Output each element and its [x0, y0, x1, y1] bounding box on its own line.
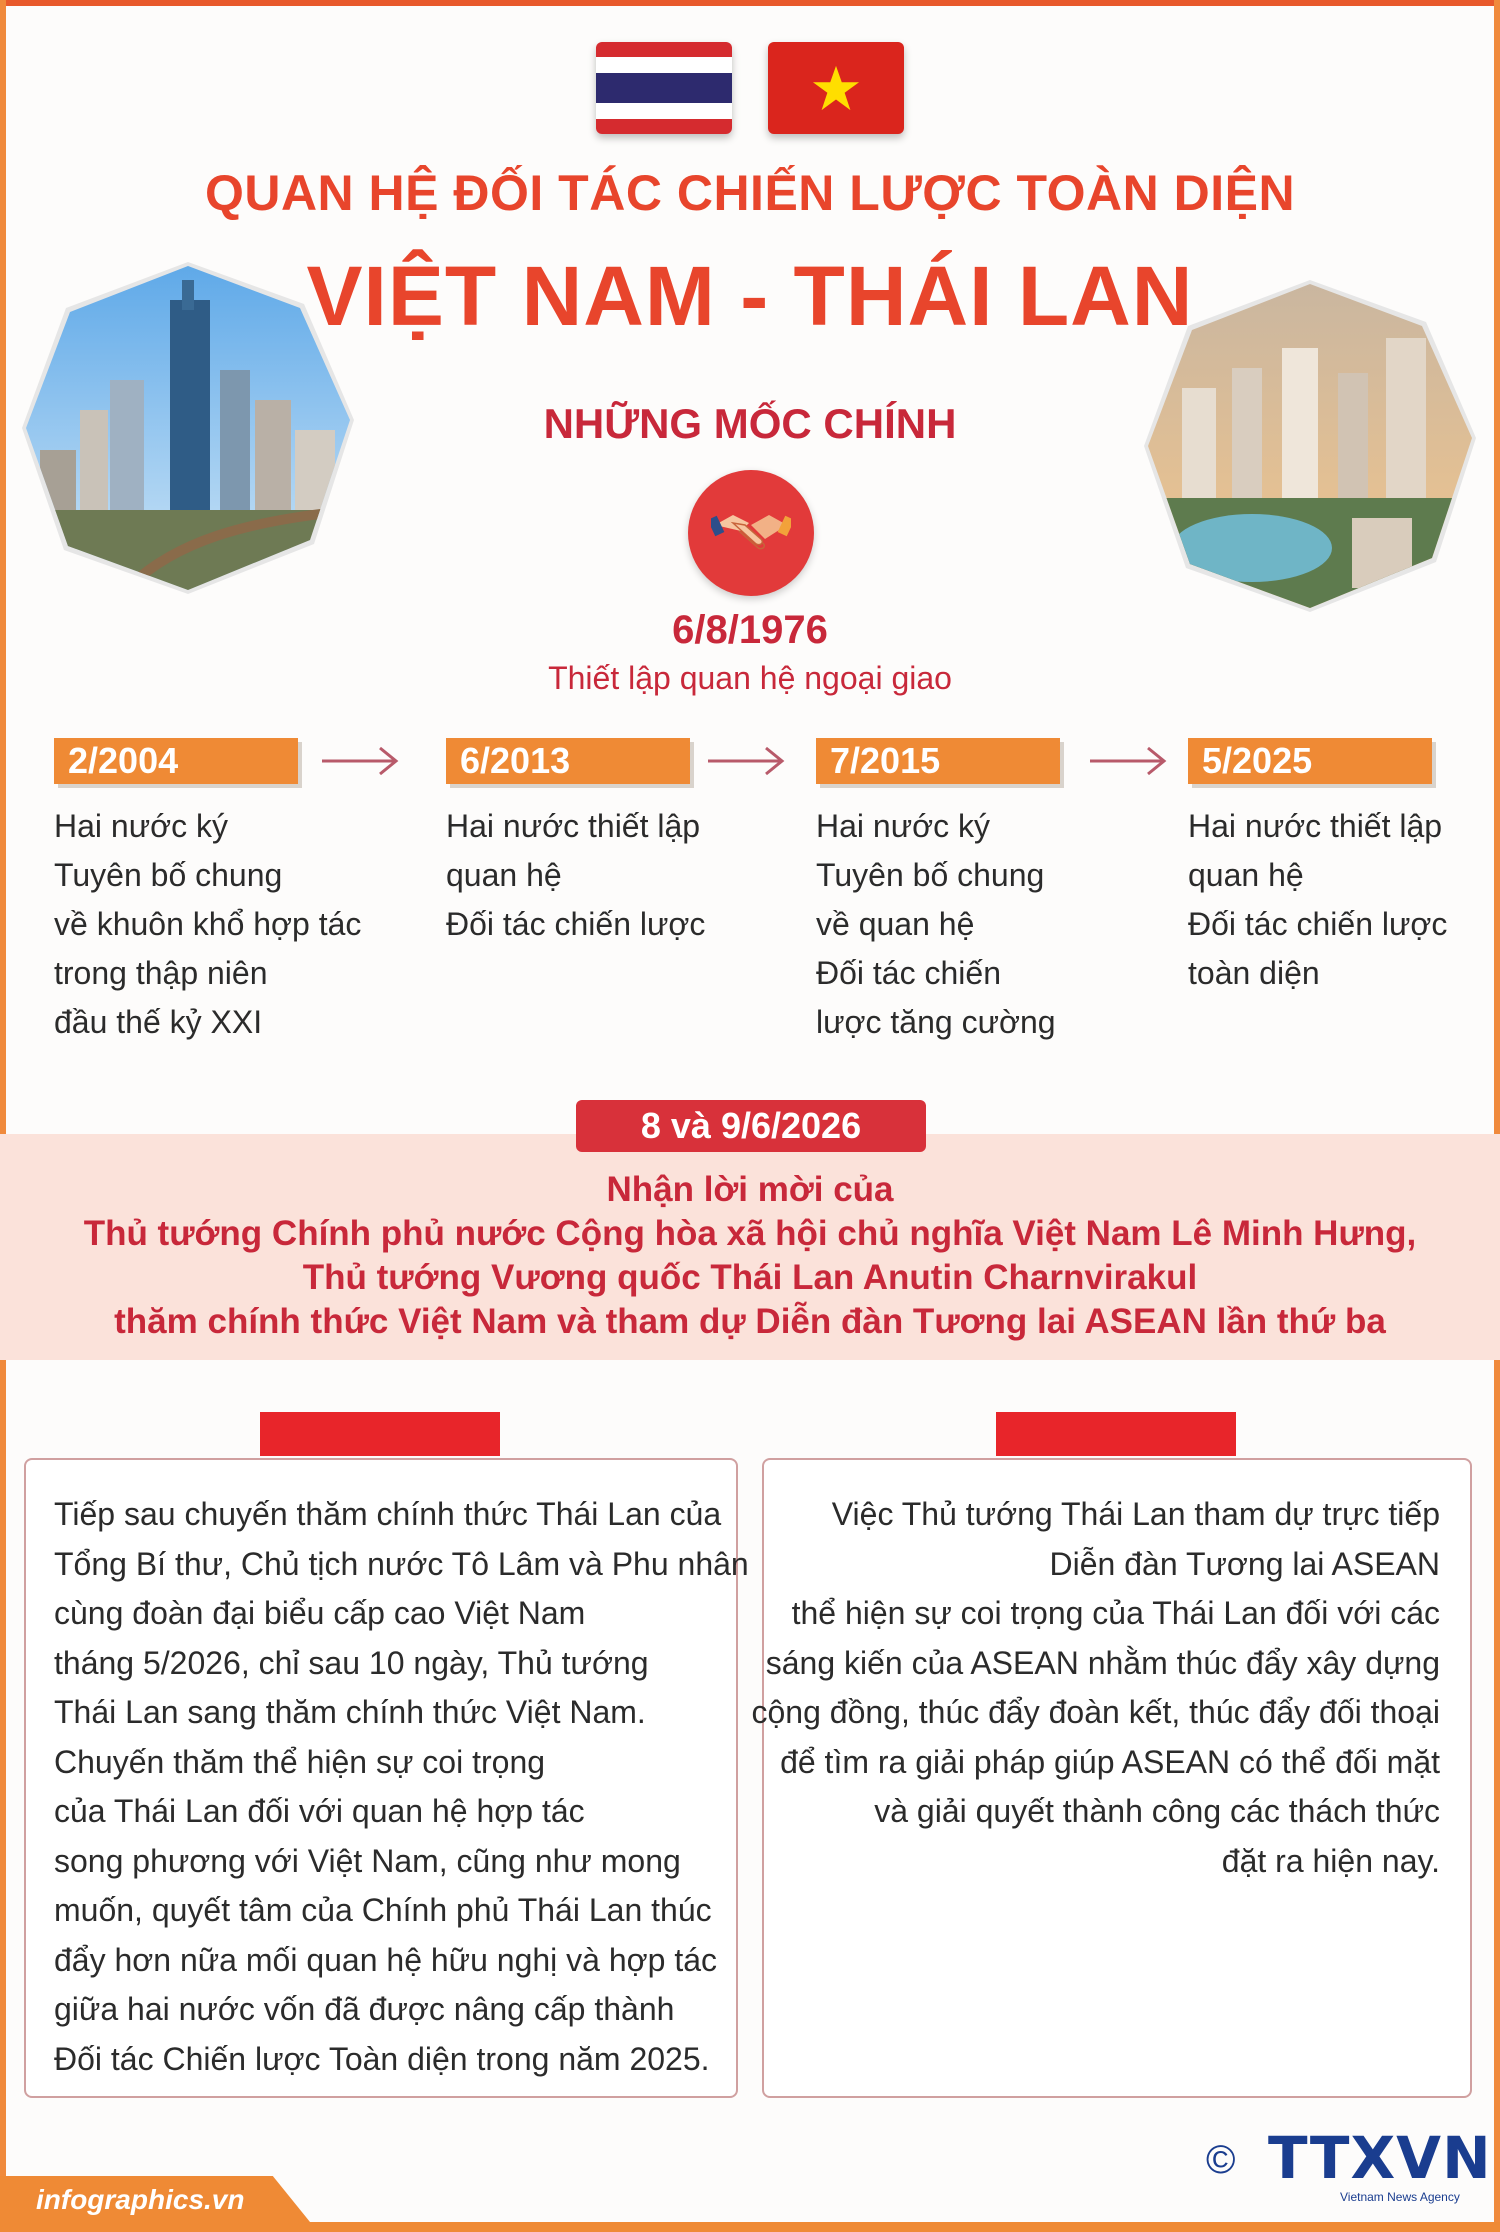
timeline-date: 2/2004 — [54, 738, 298, 784]
box-text-line: của Thái Lan đối với quan hệ hợp tác — [54, 1793, 585, 1829]
timeline-text: Tuyên bố chung — [816, 857, 1045, 893]
box-text-line: Đối tác Chiến lược Toàn diện trong năm 2025. — [54, 2040, 710, 2077]
box-text-line: sáng kiến của ASEAN nhằm thúc đẩy xây dựng — [765, 1644, 1440, 1681]
box-text-line: cộng đồng, thúc đẩy đoàn kết, thúc đẩy đối thoại — [751, 1694, 1440, 1730]
timeline-text: toàn diện — [1188, 955, 1320, 991]
copyright-icon: © — [1206, 2138, 1236, 2182]
timeline-item — [1188, 738, 1500, 998]
title-line-1: QUAN HỆ ĐỐI TÁC CHIẾN LƯỢC TOÀN DIỆN — [204, 165, 1296, 221]
arrow-right-icon — [1088, 744, 1168, 778]
handshake-icon — [688, 470, 814, 596]
title-line-2: VIỆT NAM - THÁI LAN — [306, 249, 1194, 343]
box-text-line: tháng 5/2026, chỉ sau 10 ngày, Thủ tướng — [54, 1644, 649, 1681]
box-text-line: giữa hai nước vốn đã được nâng cấp thành — [54, 1991, 675, 2027]
timeline-text: Đối tác chiến — [816, 955, 1001, 991]
info-box-right — [751, 1458, 1472, 2098]
timeline-text: về quan hệ — [816, 906, 975, 942]
timeline-text: quan hệ — [446, 857, 562, 893]
box-text-line: Việc Thủ tướng Thái Lan tham dự trực tiếp — [831, 1496, 1440, 1532]
timeline-date: 7/2015 — [816, 738, 1060, 784]
timeline-text: Tuyên bố chung — [54, 857, 283, 893]
timeline-text: lược tăng cường — [816, 1004, 1056, 1040]
first-milestone-date: 6/8/1976 — [672, 608, 828, 652]
timeline-text: trong thập niên — [54, 955, 268, 991]
logo-subtitle: Vietnam News Agency — [1340, 2190, 1460, 2204]
timeline-text: Hai nước thiết lập — [1188, 808, 1443, 844]
footer-site-link[interactable]: infographics.vn — [36, 2184, 245, 2215]
visit-date-badge: 8 và 9/6/2026 — [576, 1100, 926, 1152]
visit-text: Thủ tướng Chính phủ nước Cộng hòa xã hội chủ nghĩa Việt Nam Lê Minh Hưng, — [83, 1214, 1417, 1253]
thailand-flag-icon — [596, 42, 732, 134]
visit-text: thăm chính thức Việt Nam và tham dự Diễn đàn Tương lai ASEAN lần thứ ba — [114, 1302, 1386, 1341]
timeline-text: Đối tác chiến lược — [1188, 906, 1448, 942]
ttxvn-logo: TTXVN — [1268, 2124, 1492, 2192]
box-text-line: muốn, quyết tâm của Chính phủ Thái Lan thúc — [54, 1892, 712, 1928]
timeline-text: về khuôn khổ hợp tác — [54, 906, 362, 942]
timeline-text: quan hệ — [1188, 857, 1304, 893]
info-box-left — [24, 1458, 749, 2098]
timeline-item — [54, 738, 374, 1047]
timeline-text: Hai nước ký — [54, 808, 228, 844]
timeline-text: đầu thế kỷ XXI — [54, 1004, 263, 1040]
visit-text: Nhận lời mời của — [606, 1170, 894, 1209]
top-border — [0, 0, 1500, 6]
box-text-line: Tiếp sau chuyến thăm chính thức Thái Lan của — [54, 1496, 722, 1532]
box-tab-left — [260, 1412, 500, 1456]
box-text-line: Thái Lan sang thăm chính thức Việt Nam. — [54, 1694, 646, 1730]
timeline-text: Hai nước ký — [816, 808, 990, 844]
timeline-date: 5/2025 — [1188, 738, 1432, 784]
milestone-heading: NHỮNG MỐC CHÍNH — [543, 400, 957, 447]
box-text-line: và giải quyết thành công các thách thức — [874, 1793, 1440, 1829]
box-text-line: Tổng Bí thư, Chủ tịch nước Tô Lâm và Phu nhân — [54, 1545, 749, 1582]
box-text-line: Chuyến thăm thể hiện sự coi trọng — [54, 1743, 546, 1780]
timeline-text: Đối tác chiến lược — [446, 906, 706, 942]
box-text-line: song phương với Việt Nam, cũng như mong — [54, 1842, 681, 1879]
box-text-line: cùng đoàn đại biểu cấp cao Việt Nam — [54, 1595, 586, 1631]
arrow-right-icon — [706, 744, 786, 778]
box-text-line: đặt ra hiện nay. — [1221, 1842, 1440, 1879]
timeline-text: Hai nước thiết lập — [446, 808, 701, 844]
timeline-date: 6/2013 — [446, 738, 690, 784]
box-text-line: để tìm ra giải pháp giúp ASEAN có thể đối mặt — [780, 1743, 1440, 1780]
first-milestone-description: Thiết lập quan hệ ngoại giao — [548, 660, 952, 696]
footer-bar — [0, 2222, 1500, 2232]
arrow-right-icon — [320, 744, 400, 778]
box-text-line: đẩy hơn nữa mối quan hệ hữu nghị và hợp tác — [54, 1941, 718, 1978]
box-text-line: Diễn đàn Tương lai ASEAN — [1049, 1545, 1440, 1582]
box-tab-right — [996, 1412, 1236, 1456]
vietnam-flag-icon — [768, 42, 904, 134]
box-text-line: thể hiện sự coi trọng của Thái Lan đối với các — [791, 1595, 1440, 1631]
timeline-item — [816, 738, 1136, 1047]
visit-text: Thủ tướng Vương quốc Thái Lan Anutin Charnvirakul — [302, 1258, 1198, 1297]
